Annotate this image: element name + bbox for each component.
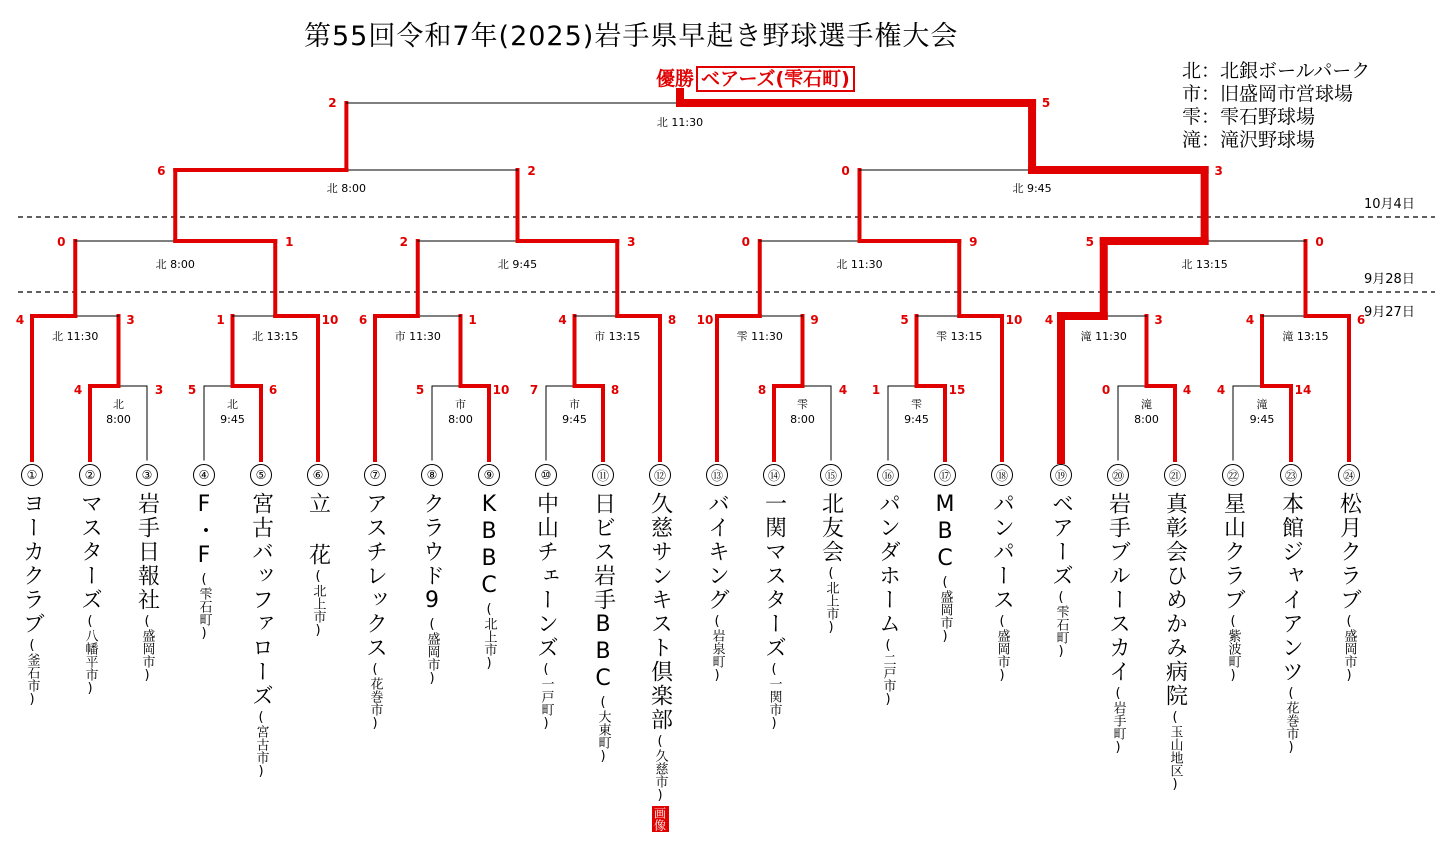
score-label: 8	[667, 313, 677, 327]
team-name: 立 花	[305, 492, 331, 567]
team-location: (八幡平市)	[82, 614, 98, 696]
team-number: ⑥	[307, 464, 329, 486]
score-label: 3	[154, 383, 164, 397]
team-name: 松月クラブ	[1336, 492, 1362, 612]
score-label: 4	[1216, 383, 1226, 397]
team-location: (久慈市)	[652, 734, 668, 803]
team-location: (岩泉町)	[709, 614, 725, 683]
match-time: 9:45	[904, 413, 929, 426]
match-info: 北 11:30	[656, 116, 704, 129]
score-label: 0	[57, 235, 66, 249]
score-label: 9	[969, 235, 978, 249]
team-name: パンパース	[989, 492, 1015, 612]
team-number: ⑦	[364, 464, 386, 486]
team-entry	[473, 492, 505, 671]
team-location: (岩手町)	[1110, 686, 1126, 755]
date-label-oct4: 10月4日	[1364, 197, 1415, 212]
team-location: (雫石町)	[1053, 590, 1069, 659]
venue-legend-item: 北：北銀ボールパーク	[1182, 60, 1371, 82]
score-label: 14	[1294, 383, 1312, 397]
team-number: ⑱	[991, 464, 1013, 486]
team-number: ⑳	[1107, 464, 1129, 486]
team-entry	[1275, 492, 1307, 755]
match-time: 9:45	[562, 413, 587, 426]
match-venue: 雫	[797, 398, 808, 411]
date-label-sep28: 9月28日	[1364, 272, 1415, 287]
team-entry	[131, 492, 163, 683]
team-name: マスターズ	[77, 492, 103, 612]
team-entry	[359, 492, 391, 731]
score-label: 0	[1101, 383, 1111, 397]
team-number: ⑯	[877, 464, 899, 486]
match-venue: 滝	[1256, 398, 1268, 411]
team-location: (盛岡市)	[424, 617, 440, 686]
match-info: 北 13:15	[1181, 258, 1228, 271]
champion-label: 優勝	[656, 68, 695, 90]
team-location: (紫波町)	[1225, 614, 1241, 683]
team-number: ④	[193, 464, 215, 486]
team-entry	[758, 492, 790, 731]
match-venue: 市	[455, 398, 466, 411]
team-location: (大東町)	[595, 695, 611, 764]
team-location: (玉山地区)	[1167, 710, 1183, 792]
team-number: ㉔	[1338, 464, 1360, 486]
team-entry	[416, 492, 448, 686]
team-name: 一関マスターズ	[761, 492, 787, 660]
team-name: 中山チェーンズ	[533, 492, 559, 660]
score-label: 5	[1041, 96, 1051, 110]
team-entry	[644, 492, 676, 832]
team-name: 久慈サンキスト倶楽部	[647, 492, 673, 732]
team-location: (花巻市)	[1283, 686, 1299, 755]
team-name: F・F	[191, 492, 217, 570]
score-label: 1	[871, 383, 881, 397]
score-label: 5	[1085, 235, 1094, 249]
team-entry	[872, 492, 904, 707]
team-location: (盛岡市)	[1341, 614, 1357, 683]
team-location: (盛岡市)	[139, 614, 155, 683]
page-title: 第55回令和7年(2025)岩手県早起き野球選手権大会	[304, 21, 959, 52]
match-venue: 市	[569, 398, 580, 411]
team-entry	[1045, 492, 1077, 659]
team-location: (一戸町)	[538, 662, 554, 731]
score-label: 9	[810, 313, 819, 327]
team-location: (盛岡市)	[994, 614, 1010, 683]
team-entry	[530, 492, 562, 731]
score-label: 1	[468, 313, 477, 327]
team-name: ヨーカクラブ	[19, 492, 45, 636]
score-label: 4	[1182, 383, 1192, 397]
team-number: ⑤	[250, 464, 272, 486]
match-venue: 雫	[911, 398, 922, 411]
team-entry	[929, 492, 961, 644]
team-name: 日ビス岩手BBC	[590, 492, 616, 693]
team-number: ②	[79, 464, 101, 486]
score-label: 6	[358, 313, 368, 327]
match-venue: 北	[227, 398, 238, 411]
team-entry	[1333, 492, 1365, 683]
date-label-sep27: 9月27日	[1364, 305, 1415, 320]
score-label: 6	[268, 383, 278, 397]
score-label: 7	[529, 383, 539, 397]
team-entry	[245, 492, 277, 779]
team-name: MBC	[932, 492, 958, 573]
match-info: 滝 11:30	[1080, 330, 1127, 343]
team-number: ⑩	[535, 464, 557, 486]
score-label: 10	[321, 313, 339, 327]
team-number: ㉓	[1280, 464, 1302, 486]
match-info: 市 11:30	[394, 330, 441, 343]
score-label: 1	[216, 313, 225, 327]
match-info: 滝 13:15	[1282, 330, 1329, 343]
team-entry	[1102, 492, 1134, 755]
match-venue: 北	[113, 398, 124, 411]
team-entry	[986, 492, 1018, 683]
score-label: 4	[15, 313, 25, 327]
score-label: 0	[1315, 235, 1324, 249]
team-entry	[302, 492, 334, 638]
team-entry	[74, 492, 106, 696]
team-location: (北上市)	[823, 566, 839, 635]
team-number: ⑪	[592, 464, 614, 486]
team-number: ⑬	[706, 464, 728, 486]
team-name: パンダホーム	[875, 492, 901, 636]
team-name: 岩手日報社	[134, 492, 160, 612]
score-label: 6	[1356, 313, 1366, 327]
team-entry	[188, 492, 220, 641]
team-number: ①	[21, 464, 43, 486]
team-location: (二戸市)	[880, 638, 896, 707]
score-label: 3	[1214, 164, 1223, 178]
score-label: 4	[838, 383, 848, 397]
match-time: 8:00	[106, 413, 131, 426]
team-entry	[16, 492, 48, 707]
team-number: ⑲	[1050, 464, 1072, 486]
score-label: 10	[1005, 313, 1023, 327]
champion-team: ベアーズ(雫石町)	[696, 66, 855, 92]
team-name: バイキング	[704, 492, 730, 612]
score-label: 5	[900, 313, 909, 327]
team-number: ⑫	[649, 464, 671, 486]
match-info: 北 13:15	[252, 330, 299, 343]
team-location: (北上市)	[310, 569, 326, 638]
score-label: 6	[157, 164, 166, 178]
team-entry	[701, 492, 733, 683]
team-name: 星山クラブ	[1220, 492, 1246, 612]
match-info: 北 8:00	[155, 258, 195, 271]
image-link[interactable]: 画像	[652, 807, 667, 831]
venue-legend-item: 市：旧盛岡市営球場	[1182, 83, 1354, 105]
team-number: ⑨	[478, 464, 500, 486]
team-number: ⑰	[934, 464, 956, 486]
team-entry	[815, 492, 847, 635]
score-label: 5	[415, 383, 425, 397]
match-time: 8:00	[1134, 413, 1159, 426]
match-info: 北 11:30	[836, 258, 883, 271]
team-name: クラウド9	[419, 492, 445, 615]
team-name: 本館ジャイアンツ	[1278, 492, 1304, 684]
score-label: 0	[741, 235, 750, 249]
score-label: 4	[1044, 313, 1054, 327]
team-location: (雫石町)	[196, 572, 212, 641]
match-time: 9:45	[1249, 413, 1275, 426]
score-label: 3	[1154, 313, 1163, 327]
score-label: 0	[841, 164, 850, 178]
team-name: 真彰会ひめかみ病院	[1162, 492, 1188, 708]
score-label: 1	[285, 235, 294, 249]
team-number: ⑭	[763, 464, 785, 486]
match-venue: 滝	[1141, 398, 1152, 411]
score-label: 4	[558, 313, 567, 327]
score-label: 4	[73, 383, 83, 397]
team-entry	[1217, 492, 1249, 683]
team-name: KBBC	[476, 492, 502, 600]
team-entry	[587, 492, 619, 764]
team-name: 北友会	[818, 492, 844, 564]
match-info: 北 9:45	[1012, 182, 1052, 195]
team-name: ベアーズ	[1048, 492, 1074, 588]
team-number: ⑮	[820, 464, 842, 486]
venue-legend-item: 滝：滝沢野球場	[1182, 129, 1316, 151]
team-number: ⑧	[421, 464, 443, 486]
score-label: 3	[126, 313, 135, 327]
score-label: 8	[610, 383, 620, 397]
match-info: 雫 11:30	[736, 330, 783, 343]
team-entry	[1159, 492, 1191, 792]
team-location: (一関市)	[766, 662, 782, 731]
team-location: (花巻市)	[367, 662, 383, 731]
match-info: 北 8:00	[326, 182, 366, 195]
score-label: 3	[627, 235, 636, 249]
score-label: 10	[696, 313, 714, 327]
match-info: 市 13:15	[594, 330, 641, 343]
score-label: 5	[187, 383, 197, 397]
team-location: (宮古市)	[253, 710, 269, 779]
team-number: ③	[136, 464, 158, 486]
team-name: 岩手ブルースカイ	[1105, 492, 1131, 684]
match-time: 8:00	[448, 413, 473, 426]
score-label: 2	[527, 164, 536, 178]
match-time: 8:00	[790, 413, 815, 426]
score-label: 10	[492, 383, 510, 397]
score-label: 4	[1245, 313, 1255, 327]
match-time: 9:45	[220, 413, 245, 426]
match-info: 北 9:45	[497, 258, 538, 271]
match-info: 北 11:30	[52, 330, 99, 343]
team-number: ㉒	[1222, 464, 1244, 486]
team-number: ㉑	[1164, 464, 1186, 486]
score-label: 2	[399, 235, 408, 249]
team-location: (北上市)	[481, 602, 497, 671]
score-label: 8	[757, 383, 767, 397]
team-location: (盛岡市)	[937, 575, 953, 644]
score-label: 15	[948, 383, 966, 397]
team-location: (釜石市)	[24, 638, 40, 707]
match-info: 雫 13:15	[936, 330, 983, 343]
venue-legend-item: 雫：雫石野球場	[1182, 106, 1316, 128]
score-label: 2	[328, 96, 337, 110]
team-name: 宮古バッファローズ	[248, 492, 274, 708]
team-name: アスチレックス	[362, 492, 388, 660]
